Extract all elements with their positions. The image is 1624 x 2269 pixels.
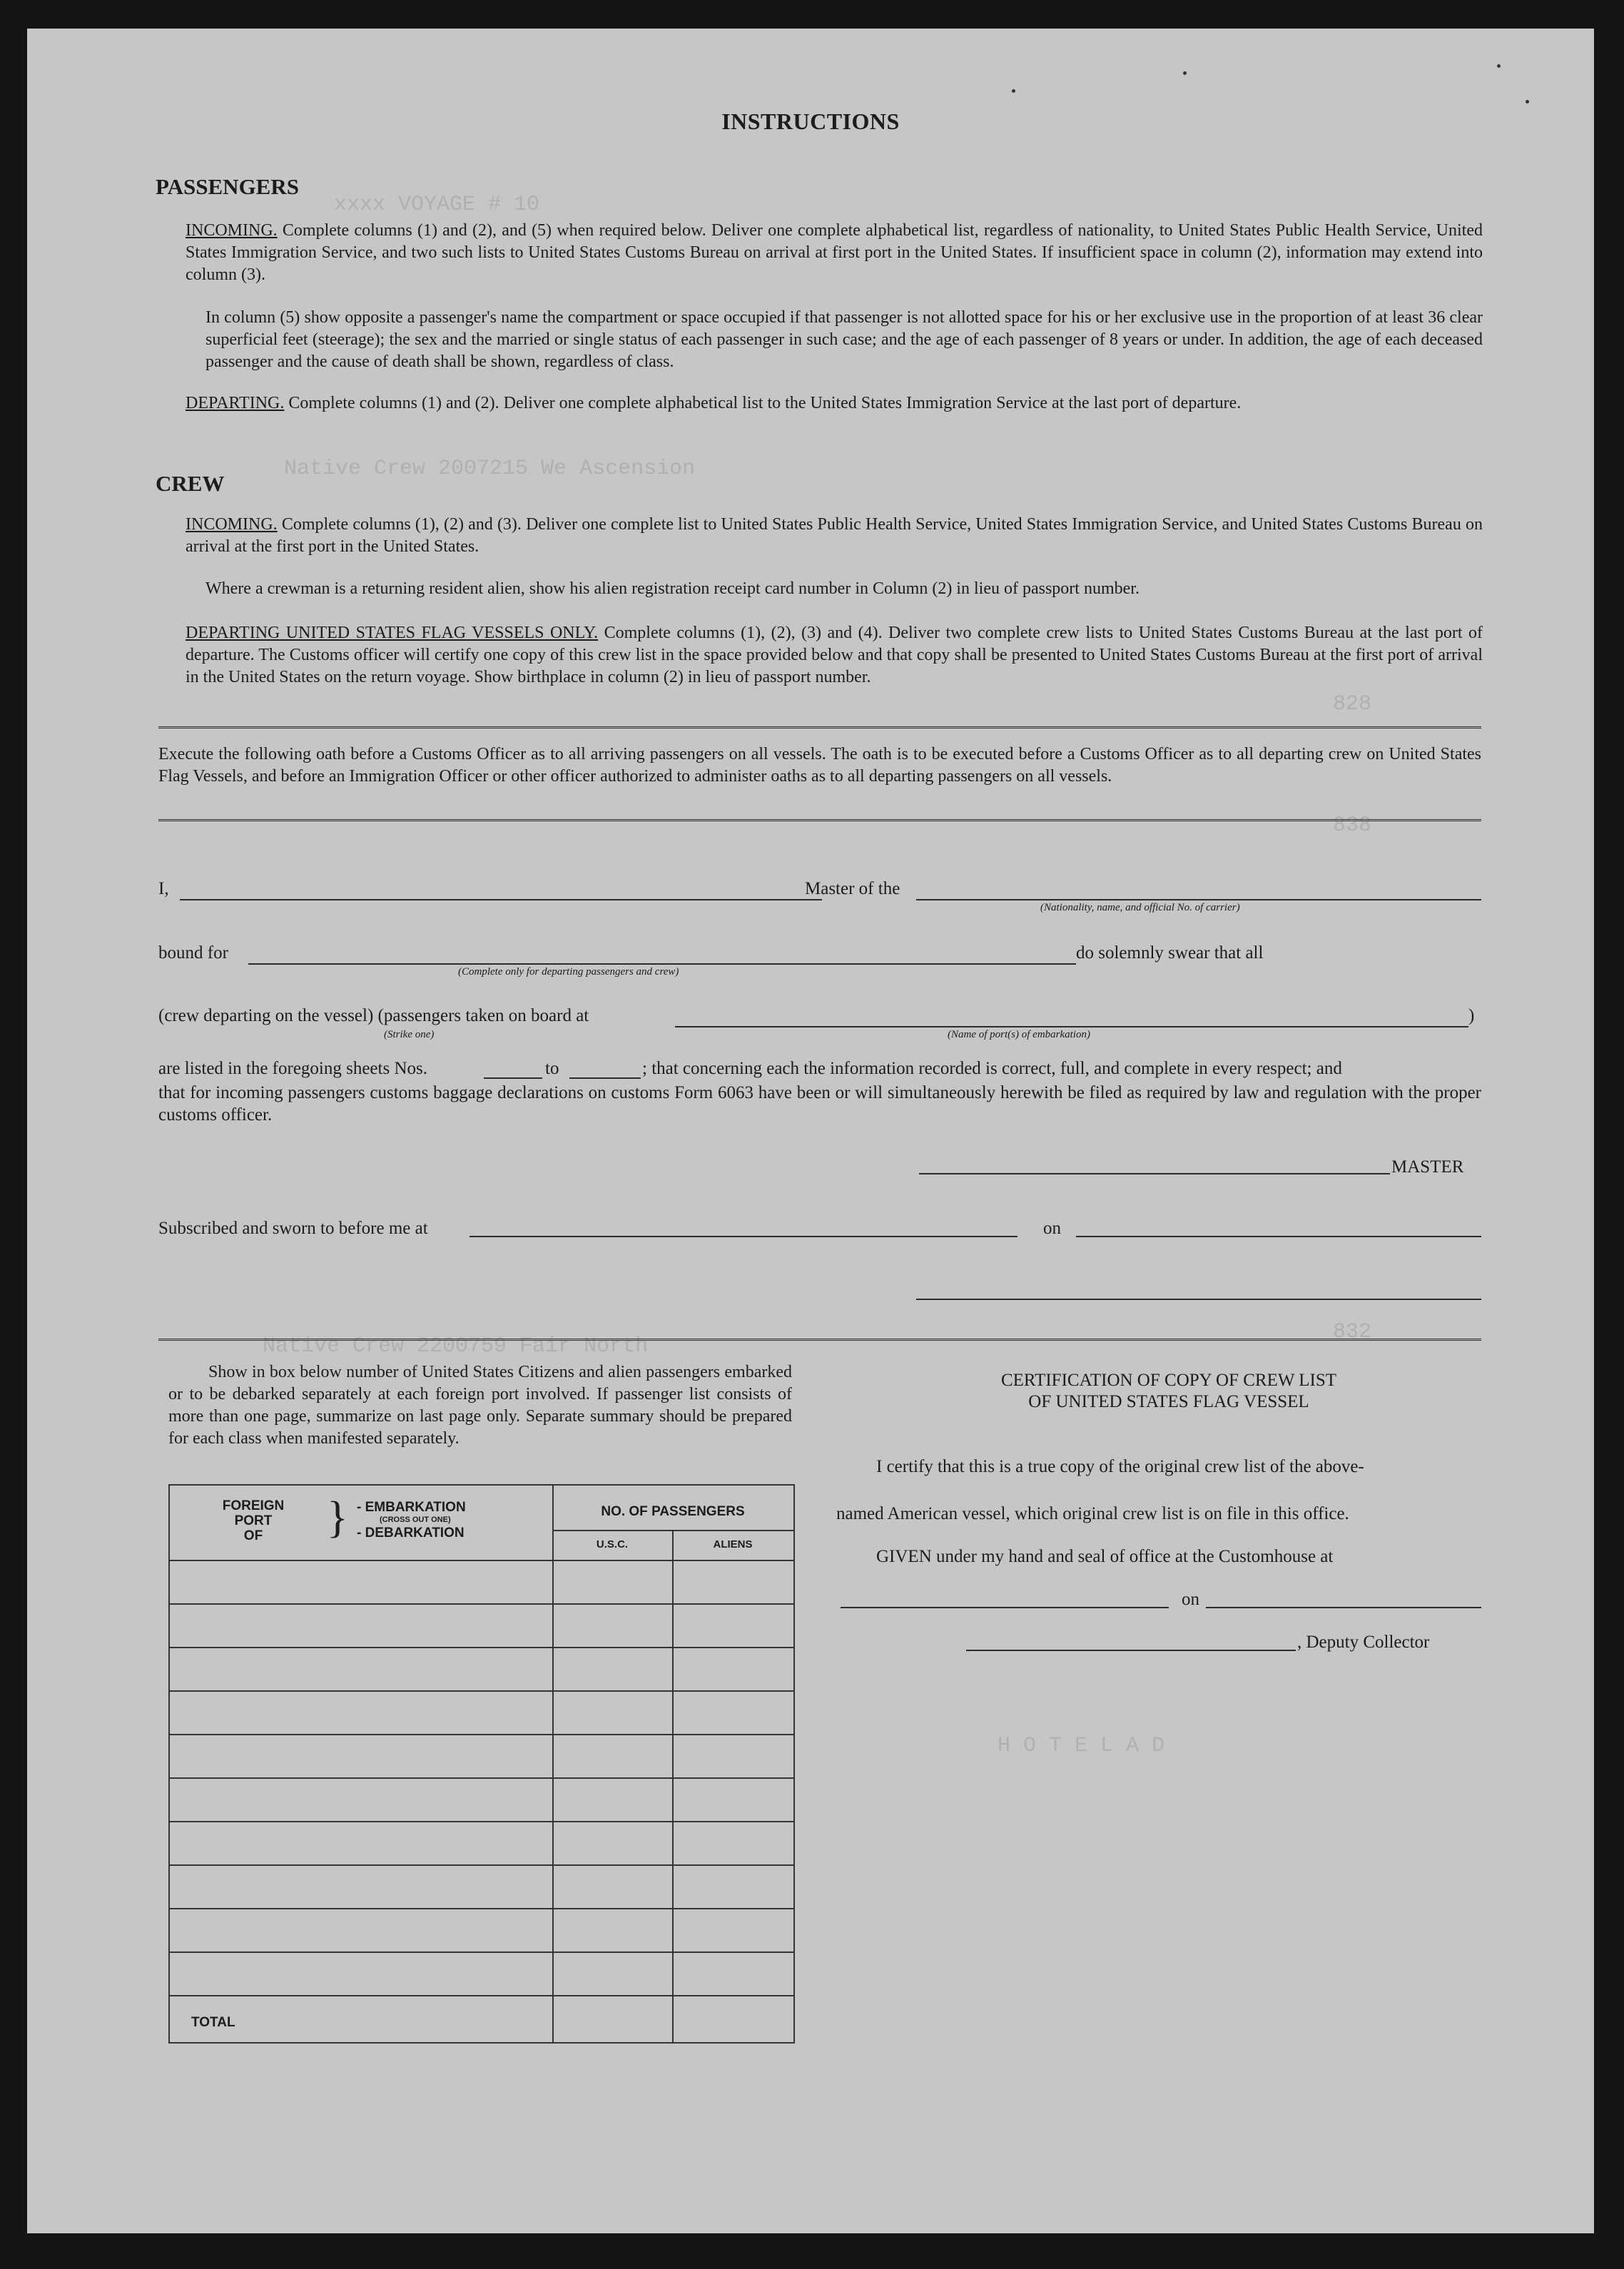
speck xyxy=(1012,89,1015,93)
table-row-line xyxy=(170,1647,793,1648)
crew-incoming-text: Complete columns (1), (2) and (3). Deliver one complete list to United States Public Health Service, United States Immigration Service, and United States Customs Bureau on arrival at the first port in the United States. xyxy=(186,515,1483,556)
certification-date-line xyxy=(1206,1607,1481,1608)
oath-i-label: I, xyxy=(158,879,169,898)
crew-departing-label: (crew departing on the vessel) (passengers taken on board at xyxy=(158,1006,589,1025)
subscribed-on-label: on xyxy=(1043,1219,1061,1238)
table-row-line xyxy=(170,1777,793,1779)
no-of-passengers-header: NO. OF PASSENGERS xyxy=(601,1504,745,1519)
certification-line-3: GIVEN under my hand and seal of office at the Customhouse at xyxy=(876,1547,1334,1566)
bleed-through-text: H O T E L A D xyxy=(998,1734,1165,1758)
speck xyxy=(1526,100,1529,103)
aliens-header: ALIENS xyxy=(713,1538,753,1550)
of-label: OF xyxy=(243,1528,263,1543)
cross-out-label: (CROSS OUT ONE) xyxy=(380,1516,451,1524)
bleed-through-text: Native Crew 2200759 Fair North xyxy=(263,1334,649,1359)
crew-departing-paragraph xyxy=(186,622,1483,689)
usc-header: U.S.C. xyxy=(596,1538,629,1550)
bleed-through-text: xxxx VOYAGE # 10 xyxy=(334,193,540,217)
bound-for-line xyxy=(248,963,1076,965)
bleed-through-text: Native Crew 2007215 We Ascension xyxy=(284,457,696,481)
embarkation-label: - EMBARKATION xyxy=(357,1500,466,1515)
deputy-collector-label: , Deputy Collector xyxy=(1297,1633,1430,1652)
foreign-label: FOREIGN xyxy=(222,1498,285,1513)
bleed-through-text: 838 xyxy=(1333,813,1372,838)
table-row-line xyxy=(170,1690,793,1692)
certification-on-label: on xyxy=(1182,1590,1199,1609)
sheet-to-line xyxy=(569,1077,641,1079)
passengers-departing-label: DEPARTING. xyxy=(186,394,285,412)
subscribed-date-line xyxy=(1076,1236,1481,1237)
double-rule xyxy=(158,819,1481,824)
passengers-departing-text: Complete columns (1) and (2). Deliver one complete alphabetical list to the United States Immigration Service at the last port of departure. xyxy=(288,394,1242,412)
master-signature-line xyxy=(919,1173,1390,1174)
listed-label: are listed in the foregoing sheets Nos. xyxy=(158,1059,427,1078)
passengers-incoming-text: Complete columns (1) and (2), and (5) when required below. Deliver one complete alphabetical list, regardless of nationality, to United States Public Health Service, United States Immigration Service, and two such lists to United States Customs Bureau on arrival at first port in the United States. If insufficient space in column (2), information may extend into column (3). xyxy=(186,221,1483,284)
total-label: TOTAL xyxy=(191,2015,235,2030)
certification-line-2: named American vessel, which original crew list is on file in this office. xyxy=(836,1504,1349,1523)
swear-label: do solemnly swear that all xyxy=(1076,943,1264,963)
baggage-declaration-text: that for incoming passengers customs baggage declarations on customs Form 6063 have been or will simultaneously herewith be filed as required by law and regulation with the proper customs officer. xyxy=(158,1083,1481,1125)
port-label: PORT xyxy=(234,1513,273,1528)
brace-icon: } xyxy=(327,1493,348,1542)
passengers-incoming-label: INCOMING. xyxy=(186,221,278,240)
master-of-the-label: Master of the xyxy=(805,879,900,898)
certification-heading-line-2: OF UNITED STATES FLAG VESSEL xyxy=(1028,1392,1309,1411)
foreign-port-header xyxy=(207,1498,300,1543)
master-name-line xyxy=(180,899,822,900)
listed-to-label: to xyxy=(545,1059,559,1078)
page-title: INSTRUCTIONS xyxy=(721,108,900,134)
table-column-divider xyxy=(552,1486,554,2042)
officer-signature-line xyxy=(916,1299,1481,1300)
bleed-through-text: 832 xyxy=(1333,1320,1372,1344)
ports-line xyxy=(675,1026,1468,1027)
table-column-divider xyxy=(672,1530,674,2042)
close-paren: ) xyxy=(1468,1006,1475,1025)
double-rule xyxy=(158,1339,1481,1344)
passengers-incoming-paragraph xyxy=(186,220,1483,286)
listed-text: ; that concerning each the information recorded is correct, full, and complete in every respect; and xyxy=(642,1059,1342,1078)
subscribed-place-line xyxy=(470,1236,1017,1237)
crew-resident-paragraph: Where a crewman is a returning resident alien, show his alien registration receipt card number in Column (2) in lieu of passport number. xyxy=(205,579,1140,598)
strike-one-caption: (Strike one) xyxy=(384,1029,435,1040)
bleed-through-text: 828 xyxy=(1333,692,1372,716)
passengers-departing-paragraph xyxy=(186,392,1483,415)
passengers-column5-paragraph: In column (5) show opposite a passenger's name the compartment or space occupied if that passenger is not allotted space for his or her exclusive use in the proportion of at least 36 clear superficial feet (steerage); the sex and the married or single status of each passenger in such case; and the age of each passenger of 8 years or under. In addition, the age of each deceased passenger and the cause of death shall be shown, regardless of class. xyxy=(205,308,1483,371)
crew-departing-label: DEPARTING UNITED STATES FLAG VESSELS ONLY. xyxy=(186,624,599,642)
crew-heading: CREW xyxy=(156,471,225,496)
speck xyxy=(1497,64,1501,68)
crew-incoming-paragraph xyxy=(186,514,1483,558)
crew-departing-text: Complete columns (1), (2), (3) and (4). Deliver two complete crew lists to United States Customs Bureau at the last port of departure. The Customs officer will certify one copy of this crew list in the space provided below and that copy shall be presented to United States Customs Bureau at the first port of arrival in the United States on the return voyage. Show birthplace in column (2) in lieu of passport number. xyxy=(186,624,1483,686)
debarkation-label: - DEBARKATION xyxy=(357,1526,465,1540)
sheet-from-line xyxy=(484,1077,542,1079)
passengers-heading: PASSENGERS xyxy=(156,174,299,199)
subscribed-label: Subscribed and sworn to before me at xyxy=(158,1219,428,1238)
speck xyxy=(1183,71,1187,75)
oath-instructions: Execute the following oath before a Customs Officer as to all arriving passengers on all vessels. The oath is to be executed before a Customs Officer as to all departing crew on United States Flag Vessels, and before an Immigration Officer or other officer authorized to administer oaths as to all departing passengers on all vessels. xyxy=(158,745,1481,786)
table-row-line xyxy=(170,1734,793,1735)
table-row-line xyxy=(170,1864,793,1866)
table-header-divider xyxy=(552,1530,793,1531)
certification-line-1: I certify that this is a true copy of the original crew list of the above- xyxy=(876,1457,1364,1476)
table-row-line xyxy=(170,1951,793,1953)
customhouse-line xyxy=(841,1607,1169,1608)
passenger-summary-table xyxy=(168,1484,795,2044)
certification-heading-line-1: CERTIFICATION OF COPY OF CREW LIST xyxy=(1000,1371,1337,1390)
table-row-line xyxy=(170,1995,793,1996)
bound-for-label: bound for xyxy=(158,943,228,963)
table-row-line xyxy=(170,1821,793,1822)
table-row-line xyxy=(170,1603,793,1605)
document-page xyxy=(27,29,1594,2233)
table-row-line xyxy=(170,1560,793,1561)
deputy-signature-line xyxy=(966,1650,1296,1651)
double-rule xyxy=(158,726,1481,731)
summary-note: Show in box below number of United States Citizens and alien passengers embarked or to be debarked separately at each foreign port involved. If passenger list consists of more than one page, summarize on last page only. Separate summary should be prepared for each class when manifested separately. xyxy=(168,1363,792,1448)
carrier-caption: (Nationality, name, and official No. of carrier) xyxy=(1040,902,1240,913)
bound-for-caption: (Complete only for departing passengers and crew) xyxy=(458,966,679,978)
ports-caption: (Name of port(s) of embarkation) xyxy=(948,1029,1090,1040)
crew-incoming-label: INCOMING. xyxy=(186,515,278,534)
master-label: MASTER xyxy=(1391,1157,1464,1177)
table-row-line xyxy=(170,1908,793,1909)
certification-heading xyxy=(841,1370,1497,1413)
carrier-line xyxy=(916,899,1481,900)
